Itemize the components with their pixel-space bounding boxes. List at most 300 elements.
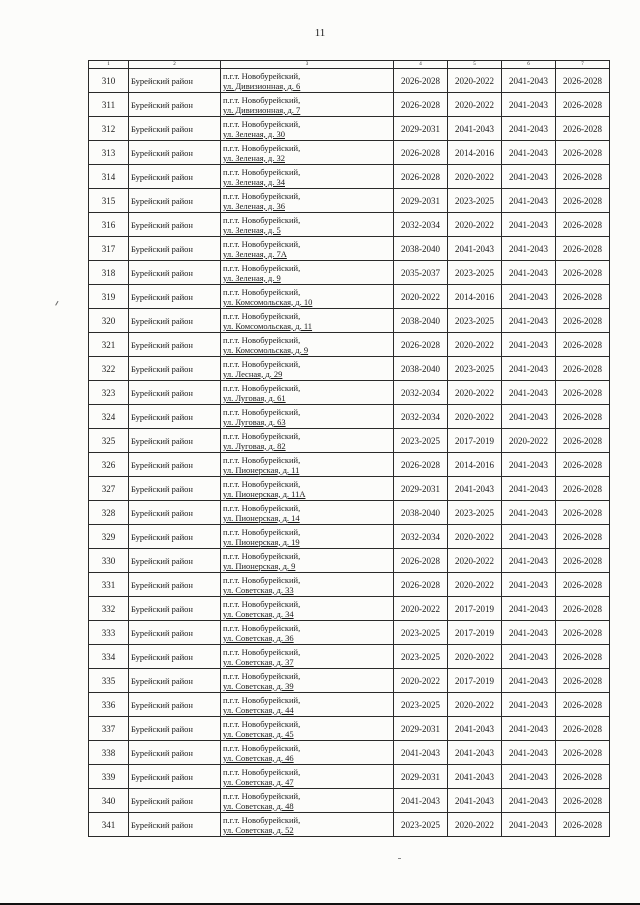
period-cell-col7: 2026-2028 [556, 501, 610, 525]
table-row [89, 261, 610, 285]
period-cell-col4: 2020-2022 [394, 669, 448, 693]
table-row [89, 669, 610, 693]
address-street: ул. Зеленая, д. 9 [223, 272, 281, 283]
period-cell-col6: 2041-2043 [502, 333, 556, 357]
table-row [89, 117, 610, 141]
housing-register-table [88, 60, 610, 837]
district-cell: Бурейский район [129, 645, 221, 669]
address-locality: п.г.т. Новобурейский, [223, 550, 301, 561]
period-cell-col5: 2041-2043 [448, 789, 502, 813]
table-row [89, 333, 610, 357]
period-cell-col6: 2041-2043 [502, 525, 556, 549]
period-cell-col5: 2020-2022 [448, 813, 502, 837]
table-row [89, 141, 610, 165]
address-street: ул. Луговая, д. 82 [223, 440, 286, 451]
period-cell-col4: 2029-2031 [394, 765, 448, 789]
address-street: ул. Зеленая, д. 36 [223, 200, 285, 211]
period-cell-col6: 2041-2043 [502, 357, 556, 381]
address-street: ул. Дивизионная, д. 7 [223, 104, 301, 115]
table-row [89, 645, 610, 669]
period-cell-col6: 2041-2043 [502, 213, 556, 237]
period-cell-col7: 2026-2028 [556, 741, 610, 765]
table-row [89, 405, 610, 429]
period-cell-col5: 2020-2022 [448, 573, 502, 597]
period-cell-col7: 2026-2028 [556, 765, 610, 789]
address-cell [221, 813, 394, 837]
table-row [89, 717, 610, 741]
district-cell: Бурейский район [129, 261, 221, 285]
row-number-cell: 319 [89, 285, 129, 309]
period-cell-col5: 2020-2022 [448, 525, 502, 549]
address-locality: п.г.т. Новобурейский, [223, 358, 301, 369]
district-cell: Бурейский район [129, 621, 221, 645]
address-cell [221, 693, 394, 717]
district-cell: Бурейский район [129, 357, 221, 381]
row-number-cell: 334 [89, 645, 129, 669]
period-cell-col7: 2026-2028 [556, 333, 610, 357]
period-cell-col5: 2014-2016 [448, 285, 502, 309]
period-cell-col6: 2041-2043 [502, 789, 556, 813]
period-cell-col6: 2041-2043 [502, 501, 556, 525]
district-cell: Бурейский район [129, 765, 221, 789]
address-street: ул. Зеленая, д. 5 [223, 224, 281, 235]
period-cell-col4: 2023-2025 [394, 429, 448, 453]
period-cell-col7: 2026-2028 [556, 477, 610, 501]
period-cell-col7: 2026-2028 [556, 141, 610, 165]
address-locality: п.г.т. Новобурейский, [223, 718, 301, 729]
period-cell-col4: 2026-2028 [394, 573, 448, 597]
district-cell: Бурейский район [129, 93, 221, 117]
period-cell-col6: 2041-2043 [502, 261, 556, 285]
address-locality: п.г.т. Новобурейский, [223, 334, 301, 345]
address-cell [221, 717, 394, 741]
address-street: ул. Комсомольская, д. 11 [223, 320, 313, 331]
address-cell [221, 741, 394, 765]
row-number-cell: 336 [89, 693, 129, 717]
address-cell [221, 549, 394, 573]
period-cell-col6: 2041-2043 [502, 405, 556, 429]
row-number-cell: 330 [89, 549, 129, 573]
row-number-cell: 325 [89, 429, 129, 453]
period-cell-col5: 2041-2043 [448, 717, 502, 741]
period-cell-col4: 2038-2040 [394, 501, 448, 525]
address-street: ул. Лесная, д. 29 [223, 368, 283, 379]
district-cell: Бурейский район [129, 381, 221, 405]
address-street: ул. Комсомольская, д. 10 [223, 296, 313, 307]
district-cell: Бурейский район [129, 141, 221, 165]
row-number-cell: 324 [89, 405, 129, 429]
address-locality: п.г.т. Новобурейский, [223, 142, 301, 153]
period-cell-col6: 2041-2043 [502, 573, 556, 597]
table-row [89, 429, 610, 453]
address-locality: п.г.т. Новобурейский, [223, 694, 301, 705]
row-number-cell: 335 [89, 669, 129, 693]
column-number: 3 [221, 61, 394, 69]
row-number-cell: 310 [89, 69, 129, 93]
period-cell-col5: 2020-2022 [448, 213, 502, 237]
period-cell-col6: 2041-2043 [502, 645, 556, 669]
period-cell-col5: 2020-2022 [448, 405, 502, 429]
address-locality: п.г.т. Новобурейский, [223, 406, 301, 417]
period-cell-col7: 2026-2028 [556, 813, 610, 837]
column-number: 5 [448, 61, 502, 69]
district-cell: Бурейский район [129, 549, 221, 573]
period-cell-col4: 2023-2025 [394, 813, 448, 837]
address-cell [221, 573, 394, 597]
period-cell-col5: 2020-2022 [448, 549, 502, 573]
district-cell: Бурейский район [129, 237, 221, 261]
address-cell [221, 621, 394, 645]
period-cell-col7: 2026-2028 [556, 213, 610, 237]
address-locality: п.г.т. Новобурейский, [223, 526, 301, 537]
period-cell-col7: 2026-2028 [556, 717, 610, 741]
table-row [89, 189, 610, 213]
row-number-cell: 317 [89, 237, 129, 261]
address-street: ул. Советская, д. 37 [223, 656, 294, 667]
period-cell-col5: 2023-2025 [448, 501, 502, 525]
row-number-cell: 313 [89, 141, 129, 165]
table-row [89, 813, 610, 837]
address-street: ул. Советская, д. 47 [223, 776, 294, 787]
period-cell-col4: 2032-2034 [394, 381, 448, 405]
table-row [89, 693, 610, 717]
address-street: ул. Советская, д. 48 [223, 800, 294, 811]
period-cell-col7: 2026-2028 [556, 597, 610, 621]
period-cell-col6: 2041-2043 [502, 237, 556, 261]
table-row [89, 309, 610, 333]
district-cell: Бурейский район [129, 285, 221, 309]
period-cell-col6: 2041-2043 [502, 165, 556, 189]
district-cell: Бурейский район [129, 477, 221, 501]
row-number-cell: 337 [89, 717, 129, 741]
period-cell-col5: 2017-2019 [448, 597, 502, 621]
address-locality: п.г.т. Новобурейский, [223, 286, 301, 297]
period-cell-col5: 2014-2016 [448, 453, 502, 477]
district-cell: Бурейский район [129, 117, 221, 141]
address-locality: п.г.т. Новобурейский, [223, 238, 301, 249]
period-cell-col4: 2029-2031 [394, 189, 448, 213]
table-row [89, 453, 610, 477]
table-row [89, 357, 610, 381]
district-cell: Бурейский район [129, 429, 221, 453]
address-cell [221, 429, 394, 453]
period-cell-col5: 2020-2022 [448, 333, 502, 357]
address-street: ул. Советская, д. 39 [223, 680, 294, 691]
period-cell-col4: 2026-2028 [394, 69, 448, 93]
period-cell-col6: 2041-2043 [502, 597, 556, 621]
period-cell-col7: 2026-2028 [556, 789, 610, 813]
district-cell: Бурейский район [129, 333, 221, 357]
period-cell-col7: 2026-2028 [556, 309, 610, 333]
period-cell-col4: 2041-2043 [394, 789, 448, 813]
district-cell: Бурейский район [129, 669, 221, 693]
address-cell [221, 117, 394, 141]
row-number-cell: 318 [89, 261, 129, 285]
address-street: ул. Пионерская, д. 11 [223, 464, 300, 475]
column-number-row [89, 61, 610, 69]
table-row [89, 621, 610, 645]
period-cell-col7: 2026-2028 [556, 453, 610, 477]
period-cell-col7: 2026-2028 [556, 621, 610, 645]
period-cell-col7: 2026-2028 [556, 669, 610, 693]
row-number-cell: 329 [89, 525, 129, 549]
row-number-cell: 312 [89, 117, 129, 141]
address-cell [221, 69, 394, 93]
address-street: ул. Советская, д. 36 [223, 632, 294, 643]
period-cell-col4: 2020-2022 [394, 597, 448, 621]
period-cell-col4: 2032-2034 [394, 405, 448, 429]
period-cell-col6: 2041-2043 [502, 285, 556, 309]
address-street: ул. Советская, д. 52 [223, 824, 294, 835]
table-row [89, 741, 610, 765]
period-cell-col7: 2026-2028 [556, 285, 610, 309]
table-row [89, 573, 610, 597]
district-cell: Бурейский район [129, 789, 221, 813]
page-number: 11 [314, 27, 326, 39]
period-cell-col7: 2026-2028 [556, 69, 610, 93]
period-cell-col4: 2026-2028 [394, 333, 448, 357]
address-cell [221, 405, 394, 429]
address-locality: п.г.т. Новобурейский, [223, 790, 301, 801]
row-number-cell: 314 [89, 165, 129, 189]
address-street: ул. Зеленая, д. 30 [223, 128, 285, 139]
period-cell-col6: 2041-2043 [502, 141, 556, 165]
address-street: ул. Зеленая, д. 32 [223, 152, 285, 163]
row-number-cell: 332 [89, 597, 129, 621]
period-cell-col6: 2041-2043 [502, 189, 556, 213]
address-cell [221, 645, 394, 669]
address-locality: п.г.т. Новобурейский, [223, 670, 301, 681]
table-row [89, 597, 610, 621]
table-row [89, 93, 610, 117]
period-cell-col6: 2041-2043 [502, 717, 556, 741]
address-locality: п.г.т. Новобурейский, [223, 742, 301, 753]
address-street: ул. Пионерская, д. 14 [223, 512, 300, 523]
district-cell: Бурейский район [129, 309, 221, 333]
row-number-cell: 339 [89, 765, 129, 789]
address-cell [221, 309, 394, 333]
row-number-cell: 316 [89, 213, 129, 237]
address-cell [221, 669, 394, 693]
period-cell-col5: 2023-2025 [448, 309, 502, 333]
row-number-cell: 323 [89, 381, 129, 405]
period-cell-col4: 2026-2028 [394, 549, 448, 573]
period-cell-col7: 2026-2028 [556, 549, 610, 573]
period-cell-col4: 2038-2040 [394, 357, 448, 381]
address-locality: п.г.т. Новобурейский, [223, 118, 301, 129]
period-cell-col4: 2038-2040 [394, 309, 448, 333]
table-row [89, 381, 610, 405]
period-cell-col4: 2023-2025 [394, 645, 448, 669]
period-cell-col5: 2041-2043 [448, 741, 502, 765]
table-row [89, 525, 610, 549]
period-cell-col6: 2041-2043 [502, 669, 556, 693]
row-number-cell: 320 [89, 309, 129, 333]
period-cell-col4: 2029-2031 [394, 117, 448, 141]
period-cell-col7: 2026-2028 [556, 237, 610, 261]
period-cell-col7: 2026-2028 [556, 381, 610, 405]
address-cell [221, 597, 394, 621]
row-number-cell: 333 [89, 621, 129, 645]
address-cell [221, 357, 394, 381]
address-street: ул. Советская, д. 33 [223, 584, 294, 595]
address-cell [221, 93, 394, 117]
address-street: ул. Пионерская, д. 9 [223, 560, 296, 571]
period-cell-col7: 2026-2028 [556, 405, 610, 429]
period-cell-col4: 2020-2022 [394, 285, 448, 309]
row-number-cell: 315 [89, 189, 129, 213]
address-street: ул. Зеленая, д. 34 [223, 176, 285, 187]
address-cell [221, 381, 394, 405]
period-cell-col7: 2026-2028 [556, 189, 610, 213]
period-cell-col4: 2026-2028 [394, 453, 448, 477]
address-street: ул. Советская, д. 34 [223, 608, 294, 619]
address-street: ул. Пионерская, д. 11А [223, 488, 306, 499]
period-cell-col6: 2041-2043 [502, 93, 556, 117]
period-cell-col5: 2017-2019 [448, 621, 502, 645]
column-number: 7 [556, 61, 610, 69]
period-cell-col7: 2026-2028 [556, 693, 610, 717]
table-row [89, 765, 610, 789]
period-cell-col7: 2026-2028 [556, 357, 610, 381]
address-cell [221, 261, 394, 285]
period-cell-col7: 2026-2028 [556, 429, 610, 453]
period-cell-col4: 2038-2040 [394, 237, 448, 261]
row-number-cell: 322 [89, 357, 129, 381]
period-cell-col5: 2041-2043 [448, 117, 502, 141]
address-street: ул. Советская, д. 45 [223, 728, 294, 739]
address-locality: п.г.т. Новобурейский, [223, 262, 301, 273]
address-locality: п.г.т. Новобурейский, [223, 646, 301, 657]
period-cell-col4: 2041-2043 [394, 741, 448, 765]
margin-pen-mark [55, 301, 63, 308]
district-cell: Бурейский район [129, 525, 221, 549]
district-cell: Бурейский район [129, 693, 221, 717]
period-cell-col4: 2032-2034 [394, 525, 448, 549]
district-cell: Бурейский район [129, 189, 221, 213]
table-row [89, 237, 610, 261]
row-number-cell: 326 [89, 453, 129, 477]
district-cell: Бурейский район [129, 165, 221, 189]
row-number-cell: 327 [89, 477, 129, 501]
period-cell-col7: 2026-2028 [556, 117, 610, 141]
address-locality: п.г.т. Новобурейский, [223, 814, 301, 825]
address-cell [221, 333, 394, 357]
row-number-cell: 311 [89, 93, 129, 117]
address-locality: п.г.т. Новобурейский, [223, 574, 301, 585]
address-cell [221, 285, 394, 309]
address-locality: п.г.т. Новобурейский, [223, 166, 301, 177]
period-cell-col7: 2026-2028 [556, 573, 610, 597]
table-row [89, 501, 610, 525]
column-number: 4 [394, 61, 448, 69]
period-cell-col6: 2041-2043 [502, 381, 556, 405]
period-cell-col6: 2041-2043 [502, 741, 556, 765]
table-row [89, 549, 610, 573]
period-cell-col4: 2026-2028 [394, 93, 448, 117]
address-locality: п.г.т. Новобурейский, [223, 94, 301, 105]
address-cell [221, 165, 394, 189]
address-locality: п.г.т. Новобурейский, [223, 190, 301, 201]
period-cell-col6: 2041-2043 [502, 453, 556, 477]
address-street: ул. Пионерская, д. 19 [223, 536, 300, 547]
period-cell-col4: 2026-2028 [394, 165, 448, 189]
period-cell-col6: 2041-2043 [502, 693, 556, 717]
row-number-cell: 321 [89, 333, 129, 357]
address-cell [221, 237, 394, 261]
address-locality: п.г.т. Новобурейский, [223, 310, 301, 321]
period-cell-col6: 2020-2022 [502, 429, 556, 453]
table-row [89, 477, 610, 501]
address-cell [221, 525, 394, 549]
period-cell-col4: 2023-2025 [394, 621, 448, 645]
address-street: ул. Комсомольская, д. 9 [223, 344, 309, 355]
address-cell [221, 213, 394, 237]
period-cell-col5: 2020-2022 [448, 93, 502, 117]
address-locality: п.г.т. Новобурейский, [223, 598, 301, 609]
period-cell-col5: 2023-2025 [448, 261, 502, 285]
column-number: 6 [502, 61, 556, 69]
table-row [89, 69, 610, 93]
period-cell-col7: 2026-2028 [556, 261, 610, 285]
address-street: ул. Дивизионная, д. 6 [223, 80, 301, 91]
column-number: 1 [89, 61, 129, 69]
address-street: ул. Луговая, д. 63 [223, 416, 286, 427]
period-cell-col4: 2035-2037 [394, 261, 448, 285]
period-cell-col5: 2017-2019 [448, 429, 502, 453]
district-cell: Бурейский район [129, 717, 221, 741]
district-cell: Бурейский район [129, 597, 221, 621]
address-street: ул. Советская, д. 44 [223, 704, 294, 715]
period-cell-col6: 2041-2043 [502, 765, 556, 789]
period-cell-col5: 2020-2022 [448, 69, 502, 93]
period-cell-col6: 2041-2043 [502, 549, 556, 573]
district-cell: Бурейский район [129, 213, 221, 237]
period-cell-col5: 2020-2022 [448, 165, 502, 189]
period-cell-col4: 2029-2031 [394, 717, 448, 741]
period-cell-col5: 2020-2022 [448, 381, 502, 405]
period-cell-col4: 2026-2028 [394, 141, 448, 165]
period-cell-col6: 2041-2043 [502, 309, 556, 333]
period-cell-col4: 2029-2031 [394, 477, 448, 501]
period-cell-col5: 2023-2025 [448, 357, 502, 381]
row-number-cell: 340 [89, 789, 129, 813]
address-cell [221, 789, 394, 813]
scan-speck [398, 858, 401, 859]
period-cell-col5: 2020-2022 [448, 693, 502, 717]
district-cell: Бурейский район [129, 813, 221, 837]
address-locality: п.г.т. Новобурейский, [223, 454, 301, 465]
table-row [89, 789, 610, 813]
row-number-cell: 341 [89, 813, 129, 837]
address-street: ул. Зеленая, д. 7А [223, 248, 287, 259]
period-cell-col5: 2017-2019 [448, 669, 502, 693]
period-cell-col6: 2041-2043 [502, 813, 556, 837]
address-cell [221, 501, 394, 525]
district-cell: Бурейский район [129, 405, 221, 429]
period-cell-col5: 2041-2043 [448, 765, 502, 789]
district-cell: Бурейский район [129, 453, 221, 477]
address-cell [221, 765, 394, 789]
period-cell-col5: 2041-2043 [448, 477, 502, 501]
district-cell: Бурейский район [129, 501, 221, 525]
address-locality: п.г.т. Новобурейский, [223, 766, 301, 777]
period-cell-col6: 2041-2043 [502, 69, 556, 93]
period-cell-col7: 2026-2028 [556, 645, 610, 669]
period-cell-col6: 2041-2043 [502, 621, 556, 645]
period-cell-col5: 2041-2043 [448, 237, 502, 261]
period-cell-col4: 2032-2034 [394, 213, 448, 237]
